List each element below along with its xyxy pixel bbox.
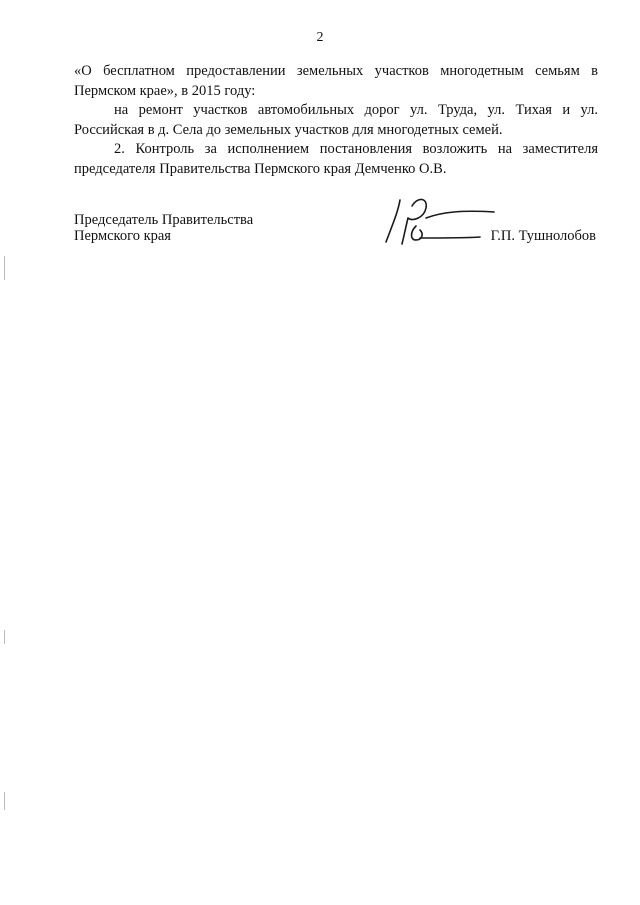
signature-block bbox=[0, 196, 640, 256]
signatory-name: Г.П. Тушнолобов bbox=[490, 228, 596, 244]
scan-artifact bbox=[4, 630, 5, 644]
signatory-title-line2: Пермского края bbox=[74, 228, 171, 244]
paragraph-law-reference: «О бесплатном предоставлении земельных участков многодетным семьям в Пермском крае», в 2015 году: bbox=[74, 63, 598, 99]
paragraph-road-repair: на ремонт участков автомобильных дорог ул. Труда, ул. Тихая и ул. Российская в д. Села до земельных участков для многодетных семей. bbox=[74, 102, 598, 138]
scan-artifact bbox=[4, 792, 5, 810]
paragraph-control: 2. Контроль за исполнением постановления возложить на заместителя председателя Правительства Пермского края Демченко О.В. bbox=[74, 141, 598, 177]
handwritten-signature bbox=[382, 196, 502, 252]
page-number: 2 bbox=[316, 30, 324, 45]
scan-artifact bbox=[4, 256, 5, 280]
signatory-title-line1: Председатель Правительства bbox=[74, 212, 254, 228]
document-body bbox=[74, 62, 598, 179]
signatory-title bbox=[74, 212, 253, 244]
